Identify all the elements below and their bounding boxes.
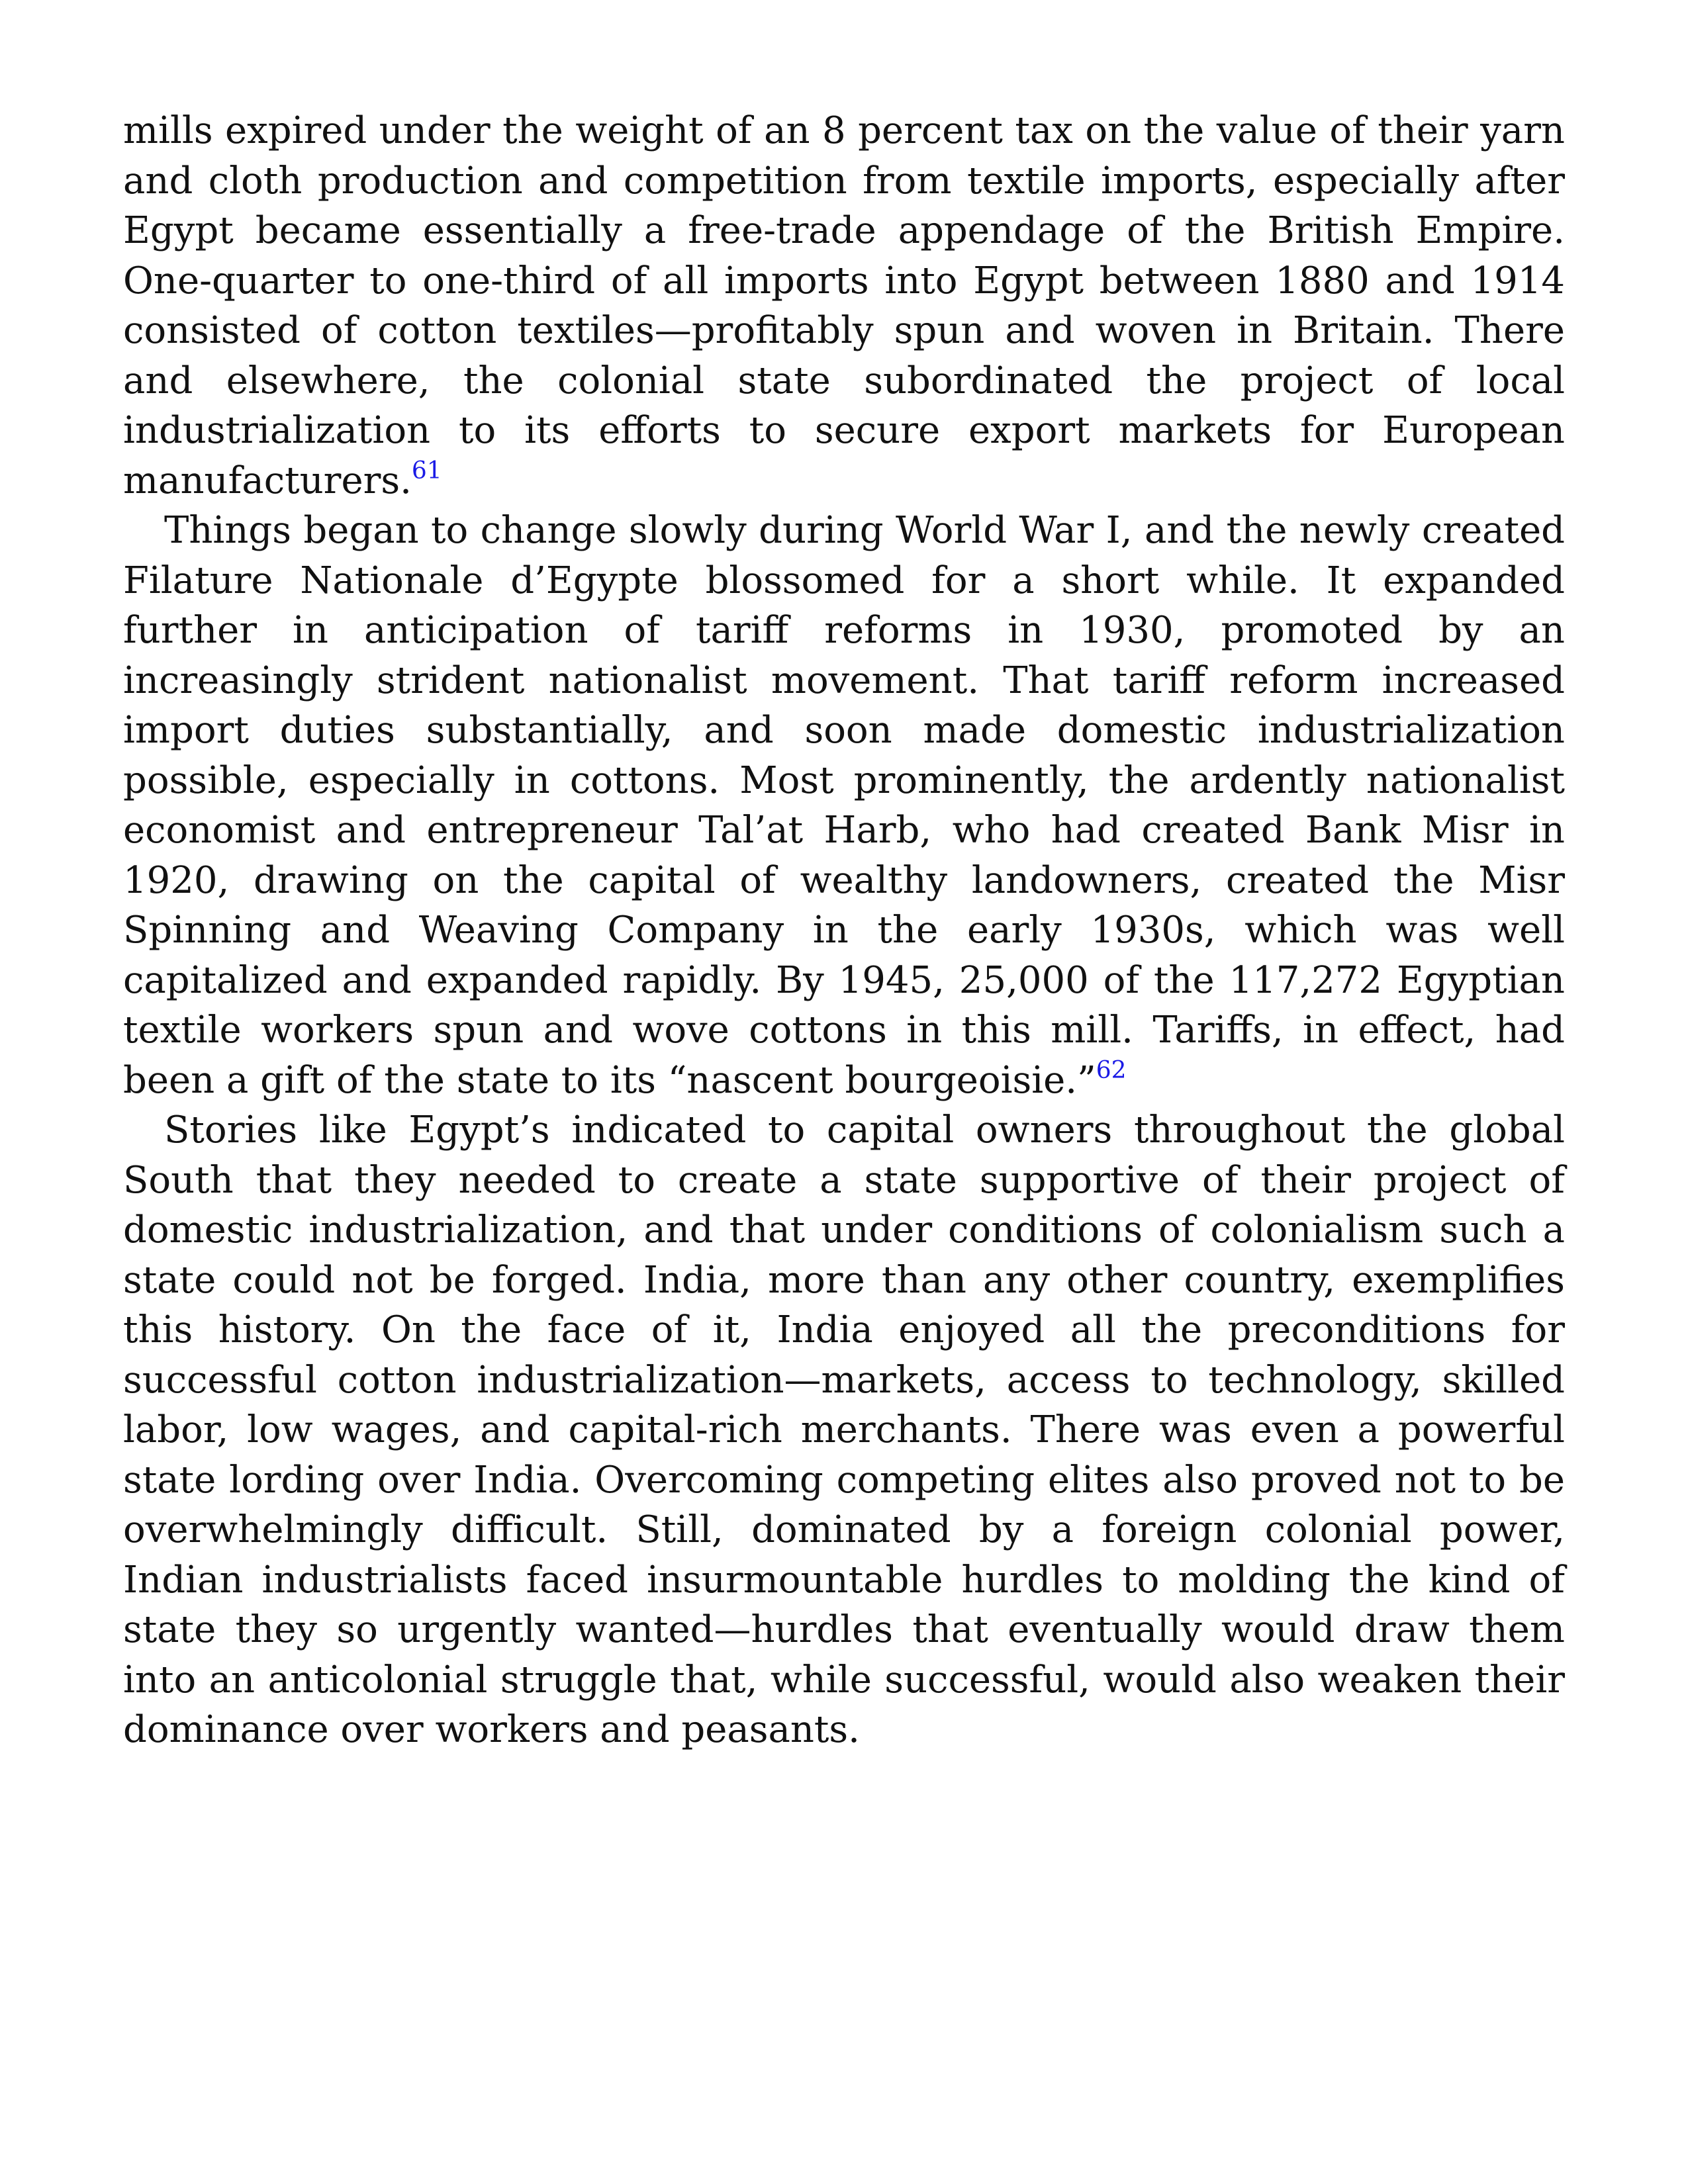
paragraph-1	[123, 106, 1565, 506]
footnote-61-link[interactable]: 61	[411, 457, 442, 484]
paragraph-text: mills expired under the weight of an 8 percent tax on the value of their yarn and cloth production and competition from textile imports, especially after Egypt became essentially a free-trade appendage of the British Empire. One-quarter to one-third of all imports into Egypt between 1880 and 1914 consisted of cotton textiles—profitably spun and woven in Britain. There and elsewhere, the colonial state subordinated the project of local industrialization to its efforts to secure export markets for European manufacturers.	[123, 109, 1565, 502]
footnote-62-link[interactable]: 62	[1096, 1056, 1127, 1084]
page-body	[123, 106, 1565, 1755]
paragraph-text: Things began to change slowly during World War I, and the newly created Filature Nationale d’Egypte blossomed for a short while. It expanded further in anticipation of tariff reforms in 1930, promoted by an increasingly strident nationalist movement. That tariff reform increased import duties substantially, and soon made domestic industrialization possible, especially in cottons. Most prominently, the ardently nationalist economist and entrepreneur Tal’at Harb, who had created Bank Misr in 1920, drawing on the capital of wealthy landowners, created the Misr Spinning and Weaving Company in the early 1930s, which was well capitalized and expanded rapidly. By 1945, 25,000 of the 117,272 Egyptian textile workers spun and wove cottons in this mill. Tariffs, in effect, had been a gift of the state to its “nascent bourgeoisie.”	[123, 509, 1565, 1102]
paragraph-3	[123, 1105, 1565, 1755]
paragraph-text: Stories like Egypt’s indicated to capital owners throughout the global South that they needed to create a state supportive of their project of domestic industrialization, and that under conditions of colonialism such a state could not be forged. India, more than any other country, exemplifies this history. On the face of it, India enjoyed all the preconditions for successful cotton industrialization—markets, access to technology, skilled labor, low wages, and capital-rich merchants. There was even a powerful state lording over India. Overcoming competing elites also proved not to be overwhelmingly difficult. Still, dominated by a foreign colonial power, Indian industrialists faced insurmountable hurdles to molding the kind of state they so urgently wanted—hurdles that eventually would draw them into an anticolonial struggle that, while successful, would also weaken their dominance over workers and peasants.	[123, 1109, 1565, 1751]
paragraph-2	[123, 506, 1565, 1105]
